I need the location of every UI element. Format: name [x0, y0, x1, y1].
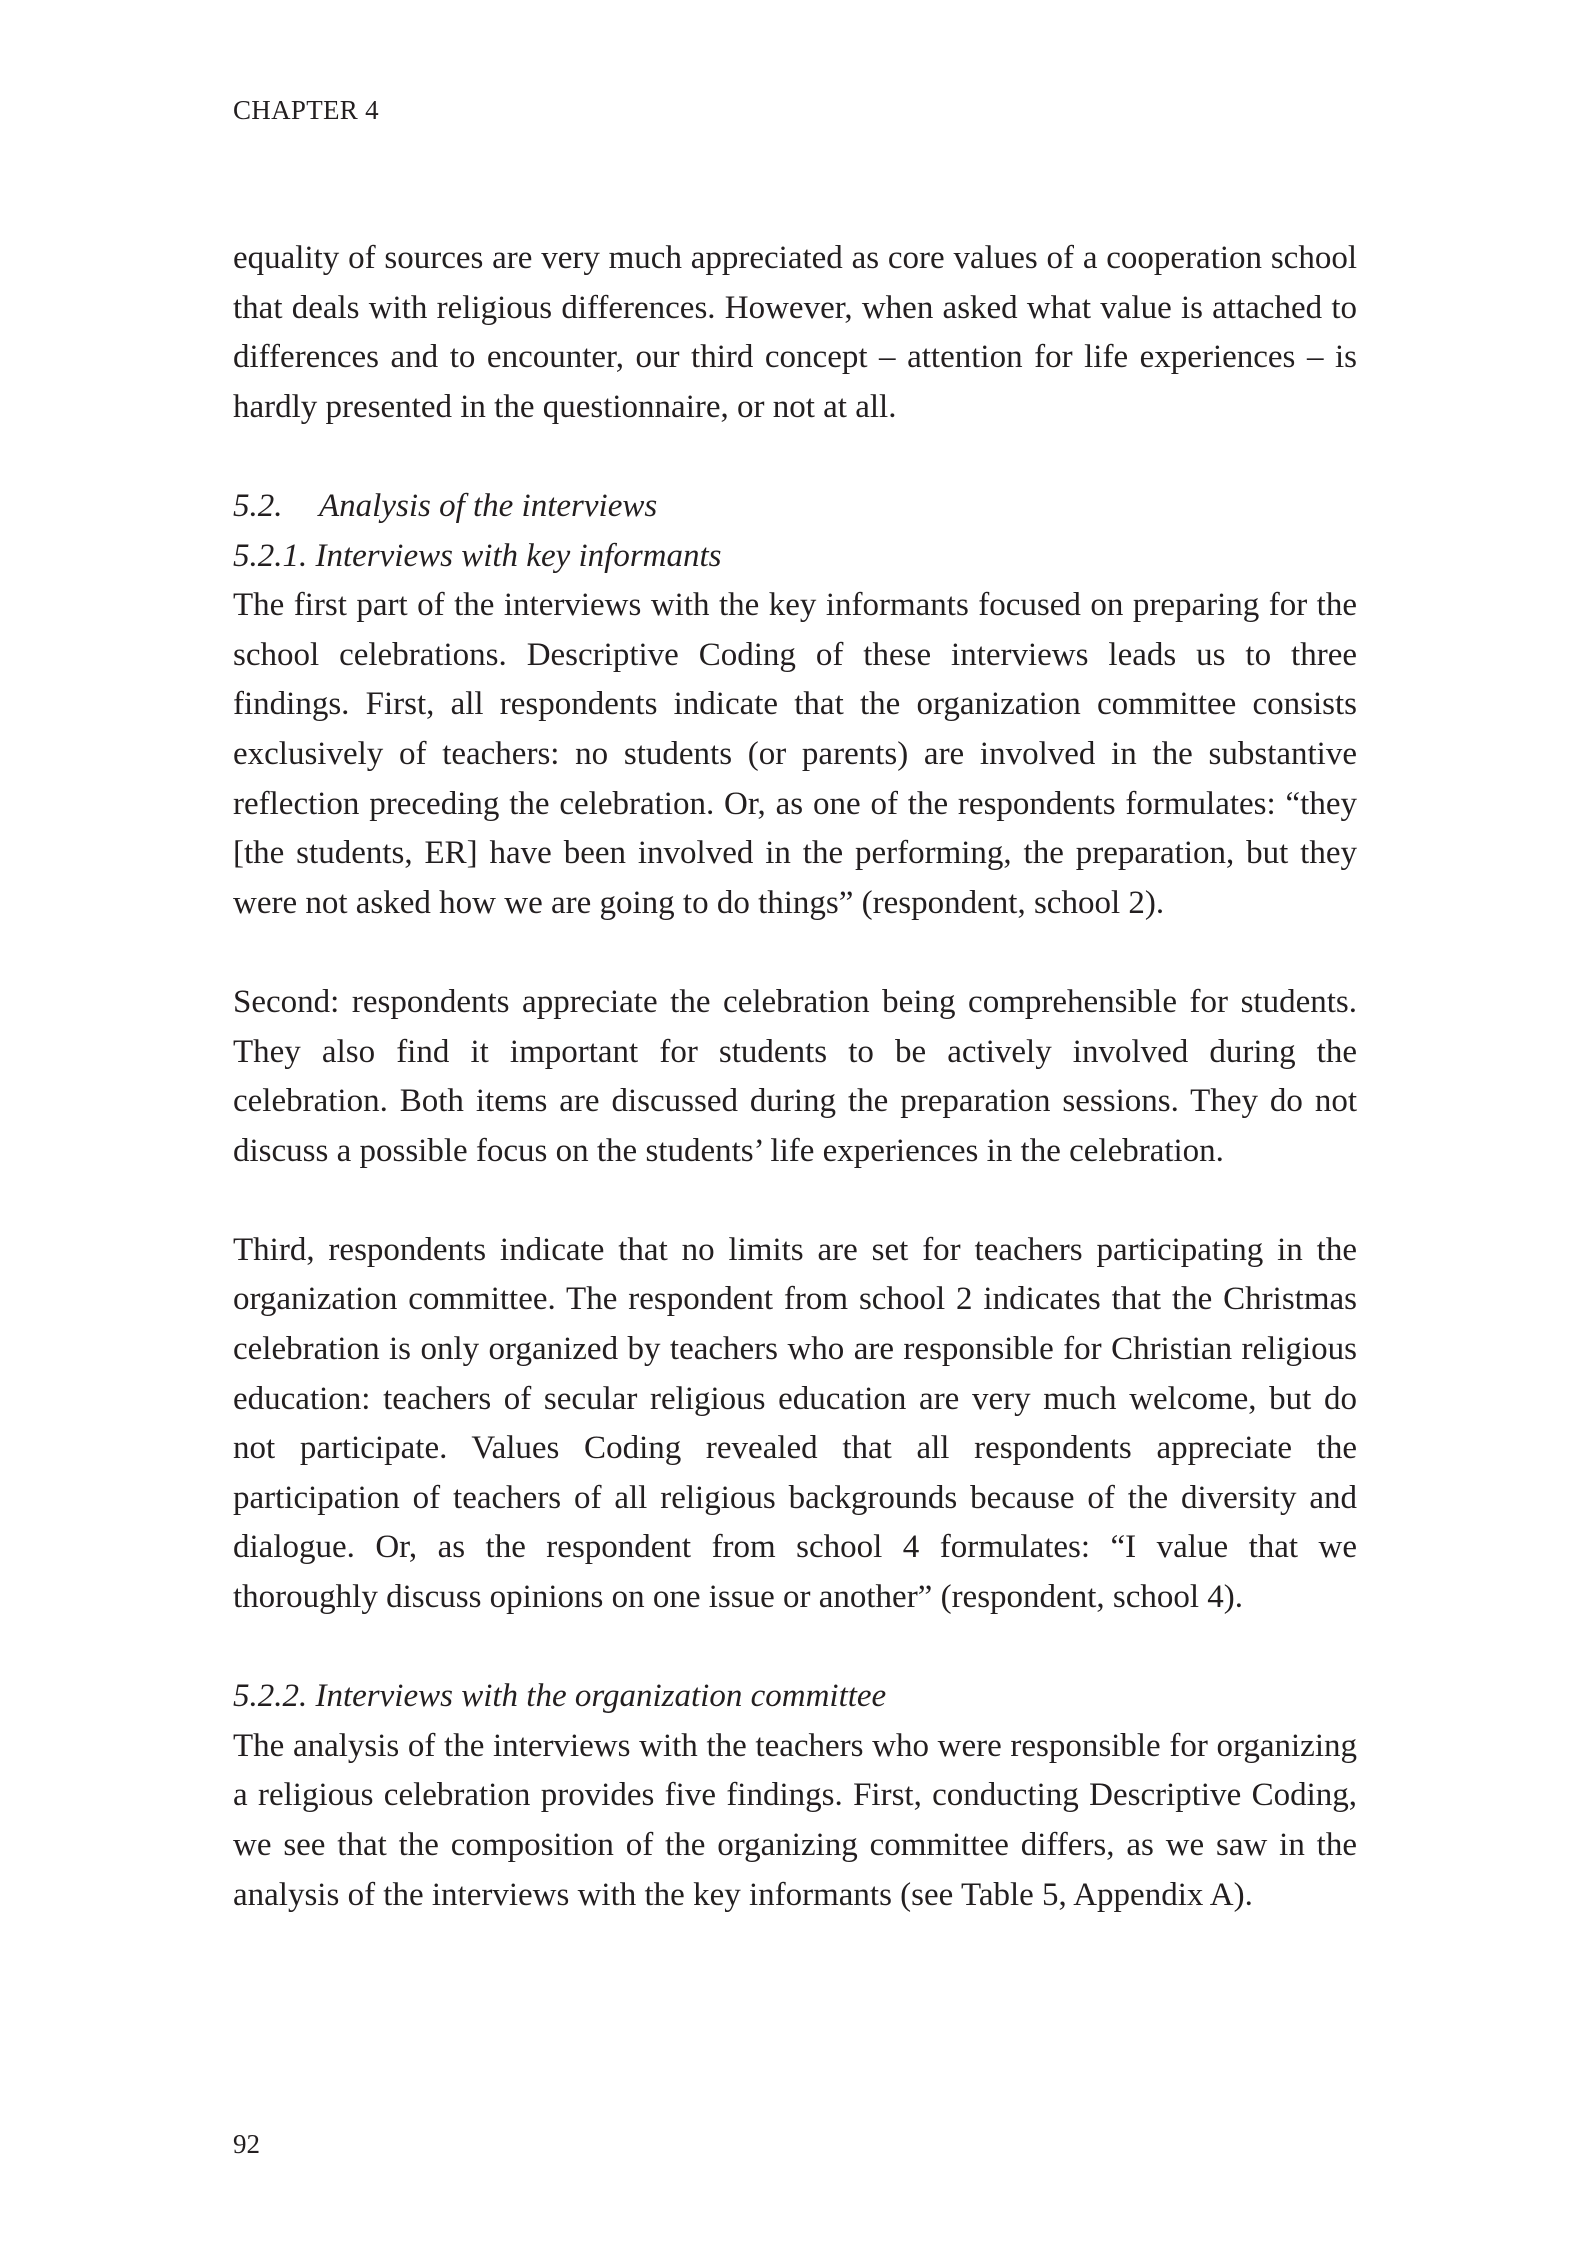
- paragraph-gap: [233, 1176, 1357, 1226]
- section-title: Analysis of the interviews: [319, 487, 658, 524]
- running-head: CHAPTER 4: [233, 95, 379, 125]
- subsection-number: 5.2.2.: [233, 1678, 308, 1715]
- paragraph-intro: equality of sources are very much appreciated as core values of a cooperation school that deals with religious differences. However, when asked what value is attached to differences and to encounter, our third concept – attention for life experiences – is hardly presented in the questionnaire, or not at all.: [233, 240, 1357, 425]
- section-number: 5.2.: [233, 487, 283, 524]
- subsection-number: 5.2.1.: [233, 537, 308, 574]
- page-number: 92: [233, 2129, 260, 2159]
- paragraph-key-informants-1: The first part of the interviews with the key informants focused on preparing for the school celebrations. Descriptive Coding of these interviews leads us to three findings. First, all respondents indicate that the organization committee consists exclusively of teachers: no students (or parents) are involved in the substantive reflection preceding the celebration. Or, as one of the respondents formulates: “they [the students, ER] have been involved in the performing, the preparation, but they were not asked how we are going to do things” (respondent, school 2).: [233, 587, 1357, 921]
- subsection-title: Interviews with the organization committee: [315, 1678, 887, 1715]
- paragraph-gap: [233, 928, 1357, 978]
- page-body: [233, 234, 1357, 1920]
- paragraph-key-informants-2: Second: respondents appreciate the celebration being comprehensible for students. They also find it important for students to be actively involved during the celebration. Both items are discussed during the preparation sessions. They do not discuss a possible focus on the students’ life experiences in the celebration.: [233, 983, 1357, 1169]
- paragraph-gap: [233, 1623, 1357, 1673]
- paragraph-committee-1: The analysis of the interviews with the teachers who were responsible for organizing a religious celebration provides five findings. First, conducting Descriptive Coding, we see that the composition of the organizing committee differs, as we saw in the analysis of the interviews with the key informants (see Table 5, Appendix A).: [233, 1727, 1357, 1913]
- subsection-heading-5-2-1: [233, 532, 1357, 582]
- paragraph-key-informants-3: Third, respondents indicate that no limits are set for teachers participating in the organization committee. The respondent from school 2 indicates that the Christmas celebration is only organized by teachers who are responsible for Christian religious education: teachers of secular religious education are very much welcome, but do not participate. Values Coding revealed that all respondents appreciate the participation of teachers of all religious backgrounds because of the diversity and dialogue. Or, as the respondent from school 4 formulates: “I value that we thoroughly discuss opinions on one issue or another” (respondent, school 4).: [233, 1231, 1357, 1616]
- subsection-title: Interviews with key informants: [315, 537, 722, 574]
- section-heading-5-2: [233, 482, 1357, 532]
- paragraph-gap: [233, 432, 1357, 482]
- subsection-heading-5-2-2: [233, 1672, 1357, 1722]
